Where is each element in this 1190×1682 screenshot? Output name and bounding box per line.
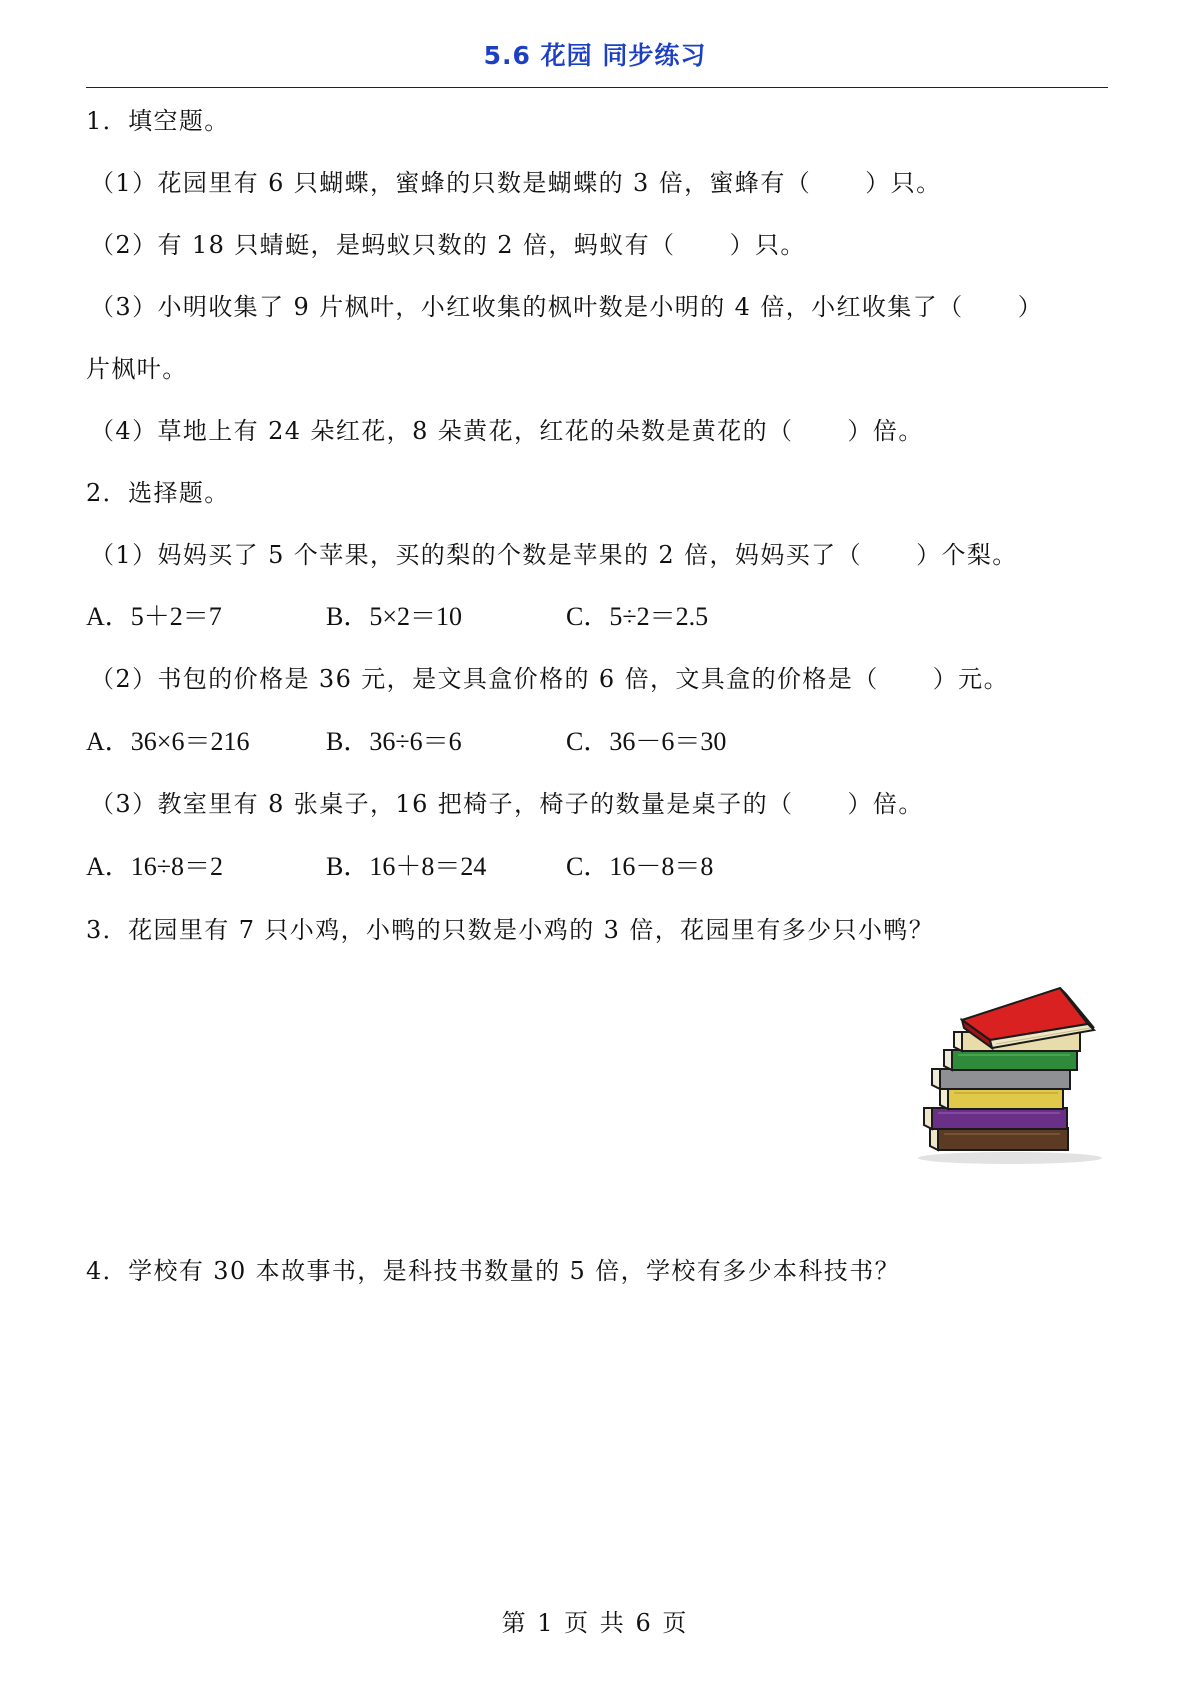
section2-q3-option-c: C．16－8＝8 <box>566 852 714 881</box>
section1-heading: 1．填空题。 <box>86 107 230 135</box>
section2-question-2: （2）书包的价格是 36 元，是文具盒价格的 6 倍，文具盒的价格是（ ）元。 <box>90 665 1009 693</box>
section2-heading: 2．选择题。 <box>86 479 230 507</box>
section3-question: 3．花园里有 7 只小鸡，小鸭的只数是小鸡的 3 倍，花园里有多少只小鸭？ <box>86 916 935 944</box>
section2-q3-option-b: B．16＋8＝24 <box>326 852 487 881</box>
section4-question: 4．学校有 30 本故事书，是科技书数量的 5 倍，学校有多少本科技书？ <box>86 1257 900 1285</box>
section2-question-1: （1）妈妈买了 5 个苹果，买的梨的个数是苹果的 2 倍，妈妈买了（ ）个梨。 <box>90 541 1018 569</box>
book-stack-illustration <box>910 968 1110 1168</box>
header-divider <box>86 87 1108 88</box>
section2-q2-option-b: B．36÷6＝6 <box>326 727 462 756</box>
section1-question-4: （4）草地上有 24 朵红花，8 朵黄花，红花的朵数是黄花的（ ）倍。 <box>90 417 924 445</box>
section2-question-3: （3）教室里有 8 张桌子，16 把椅子，椅子的数量是桌子的（ ）倍。 <box>90 790 924 818</box>
section2-q1-option-c: C．5÷2＝2.5 <box>566 602 709 631</box>
section1-question-3-line1: （3）小明收集了 9 片枫叶，小红收集的枫叶数是小明的 4 倍，小红收集了（ ） <box>90 293 1044 321</box>
page-footer: 第 1 页 共 6 页 <box>501 1609 689 1637</box>
section1-question-2: （2）有 18 只蜻蜓，是蚂蚁只数的 2 倍，蚂蚁有（ ）只。 <box>90 231 806 259</box>
section2-q1-option-b: B．5×2＝10 <box>326 602 463 631</box>
page-title: 5.6 花园 同步练习 <box>483 41 707 70</box>
section1-question-1: （1）花园里有 6 只蝴蝶，蜜蜂的只数是蝴蝶的 3 倍，蜜蜂有（ ）只。 <box>90 169 942 197</box>
section2-q2-option-c: C．36－6＝30 <box>566 727 727 756</box>
section1-question-3-line2: 片枫叶。 <box>86 355 188 383</box>
section2-q3-option-a: A．16÷8＝2 <box>86 852 224 881</box>
section2-q2-option-a: A．36×6＝216 <box>86 727 250 756</box>
section2-q1-option-a: A．5＋2＝7 <box>86 602 222 631</box>
